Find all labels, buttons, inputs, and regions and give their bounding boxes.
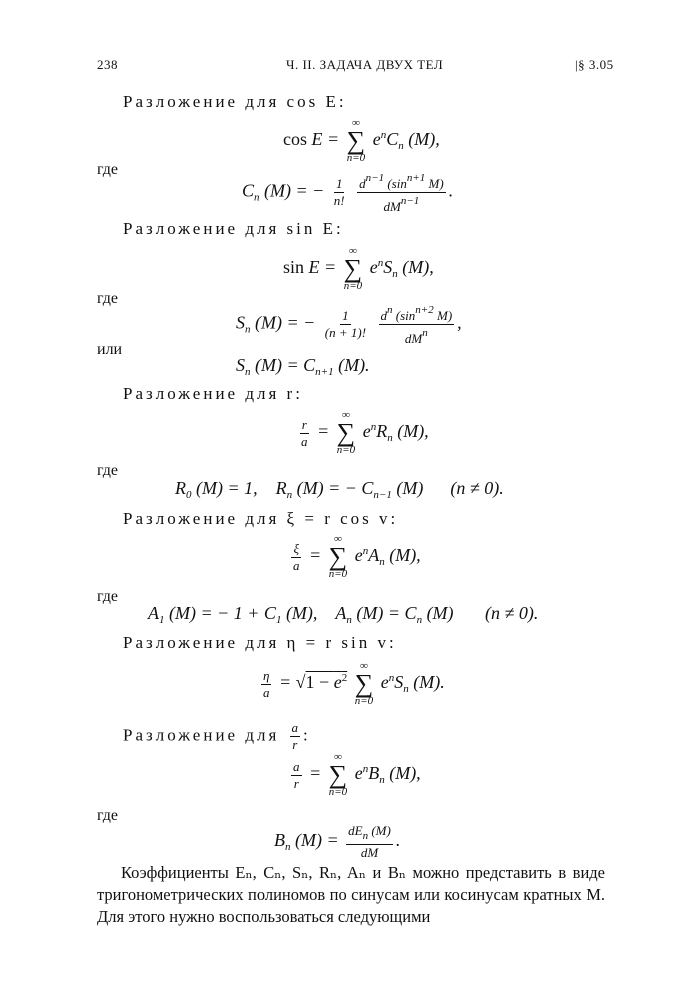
running-title: Ч. II. ЗАДАЧА ДВУХ ТЕЛ bbox=[286, 57, 444, 72]
equation-cosE: cos E = ∞ ∑ n=0 $e^nC_n$ (M), bbox=[283, 117, 440, 164]
label-gde: где bbox=[97, 290, 119, 307]
heading-xi: Разложение для ξ = r cos v: bbox=[123, 509, 399, 528]
equation-Bn: $B_n$ (M) = $\frac{dE_n (M)}{dM}$ . bbox=[274, 823, 401, 860]
label-gde: где bbox=[97, 161, 119, 178]
label-gde: где bbox=[97, 588, 119, 605]
body-paragraph: Коэффициенты Eₙ, Cₙ, Sₙ, Rₙ, Aₙ и Bₙ можно представить в виде тригонометрических полиномов по синусам или косинусам кратных M. Для этого нужно воспользоваться следующими bbox=[97, 863, 605, 926]
heading-cosE: Разложение для cos E: bbox=[123, 92, 347, 111]
heading-a-over-r: Разложение для $\frac{a}{r}$ : bbox=[123, 720, 311, 752]
equation-r: $\frac{r}{a}$ = ∞ ∑ n=0 $e^nR_n$ (M), bbox=[301, 409, 429, 456]
equation-eta: $\frac{\eta}{a}$ = $√1 - e^2$ ∞ ∑ n=0 $e^nS_n$ (M). bbox=[263, 660, 445, 707]
label-ili: или bbox=[97, 341, 123, 358]
equation-Rn: $R_0$ (M) = 1, $R_n$ (M) = − $C_{n-1}$ (M) (n ≠ 0). bbox=[175, 478, 504, 501]
heading-sinE: Разложение для sin E: bbox=[123, 219, 344, 238]
equation-An: $A_1$ (M) = − $1 + C_1$ (M), $A_n$ $(M) = C_n$ (M) (n ≠ 0). bbox=[148, 603, 539, 626]
label-gde: где bbox=[97, 462, 119, 479]
heading-r: Разложение для r: bbox=[123, 384, 303, 403]
equation-sinE: sin E = ∞ ∑ n=0 $e^nS_n$ (M), bbox=[283, 245, 434, 292]
equation-a-over-r: $\frac{a}{r}$ = ∞ ∑ n=0 $e^nB_n$ (M), bbox=[293, 751, 421, 798]
equation-Sn-alt: $S_n$ $(M) = C_{n+1}$ (M). bbox=[236, 355, 370, 378]
section-ref: |§ 3.05 bbox=[575, 57, 614, 72]
equation-Sn: $S_n$ (M) = − $\frac{1}{(n + 1)!}$ $\frac{d^n (\sin^{n+2} M)}{dM^n}$ , bbox=[236, 304, 462, 346]
equation-xi: $\frac{\xi}{a}$ = ∞ ∑ n=0 $e^nA_n$ (M), bbox=[293, 533, 421, 580]
heading-eta: Разложение для η = r sin v: bbox=[123, 633, 397, 652]
label-gde: где bbox=[97, 807, 119, 824]
page-number: 238 bbox=[97, 57, 118, 72]
equation-Cn: $C_n$ (M) = − $\frac{1}{n!}$ $\frac{d^{n-1} (\sin^{n+1} M)}{dM^{n-1}}$ . bbox=[242, 172, 454, 214]
